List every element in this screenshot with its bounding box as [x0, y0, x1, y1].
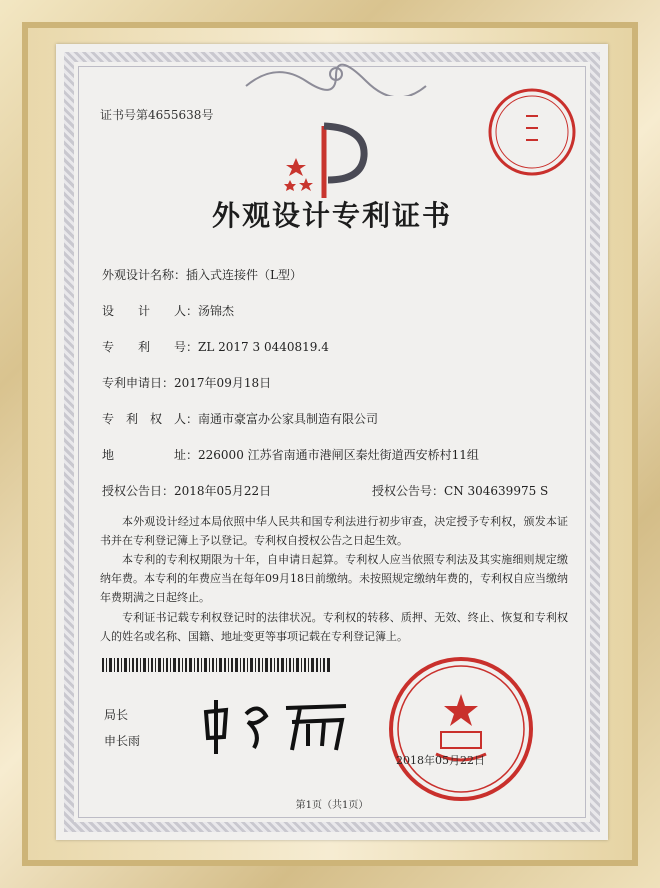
- barcode: [102, 658, 332, 672]
- page-footer: 第1页（共1页）: [295, 800, 369, 811]
- field-designer: 设 计 人：汤锦杰: [102, 304, 235, 318]
- field-patent-number: 专 利 号：ZL 2017 3 0440819.4: [102, 340, 329, 354]
- field-application-date: 专利申请日：2017年09月18日: [102, 376, 272, 390]
- handwritten-signature: [196, 692, 356, 762]
- certificate-number: 证书号第4655638号: [100, 108, 214, 122]
- field-announcement-number: 授权公告号：CN 304639975 S: [372, 484, 549, 498]
- seal-date: 2018年05月22日: [396, 754, 485, 767]
- paragraph-3: 专利证书记载专利权登记时的法律状况。专利权的转移、质押、无效、终止、恢复和专利权人的姓名或名称、国籍、地址变更等事项记载在专利登记簿上。: [100, 611, 568, 643]
- signature-name: 申长雨: [104, 734, 141, 748]
- official-seal-stamp: [386, 654, 536, 804]
- paragraph-1: 本外观设计经过本局依照中华人民共和国专利法进行初步审查，决定授予专利权，颁发本证书并在专利登记簿上予以登记。专利权自授权公告之日起生效。: [100, 515, 568, 547]
- small-seal-stamp: [486, 86, 578, 178]
- field-patentee: 专 利 权 人：南通市豪富办公家具制造有限公司: [102, 412, 379, 426]
- field-announcement-date: 授权公告日：2018年05月22日: [102, 484, 272, 498]
- header-ornament-icon: [236, 56, 436, 96]
- paragraph-2: 本专利的专利权期限为十年，自申请日起算。专利权人应当依照专利法及其实施细则规定缴纳年费。本专利的年费应当在每年09月18日前缴纳。未按照规定缴纳年费的，专利权自应当缴纳年费期满之日起终止。: [100, 553, 568, 604]
- signature-title: 局长: [104, 708, 129, 722]
- field-address: 地 址：226000 江苏省南通市港闸区秦灶街道西安桥村11组: [102, 448, 479, 462]
- certificate-paper: [56, 44, 608, 840]
- page-title: 外观设计专利证书: [211, 199, 452, 232]
- field-design-name: 外观设计名称：插入式连接件（L型）: [102, 268, 302, 282]
